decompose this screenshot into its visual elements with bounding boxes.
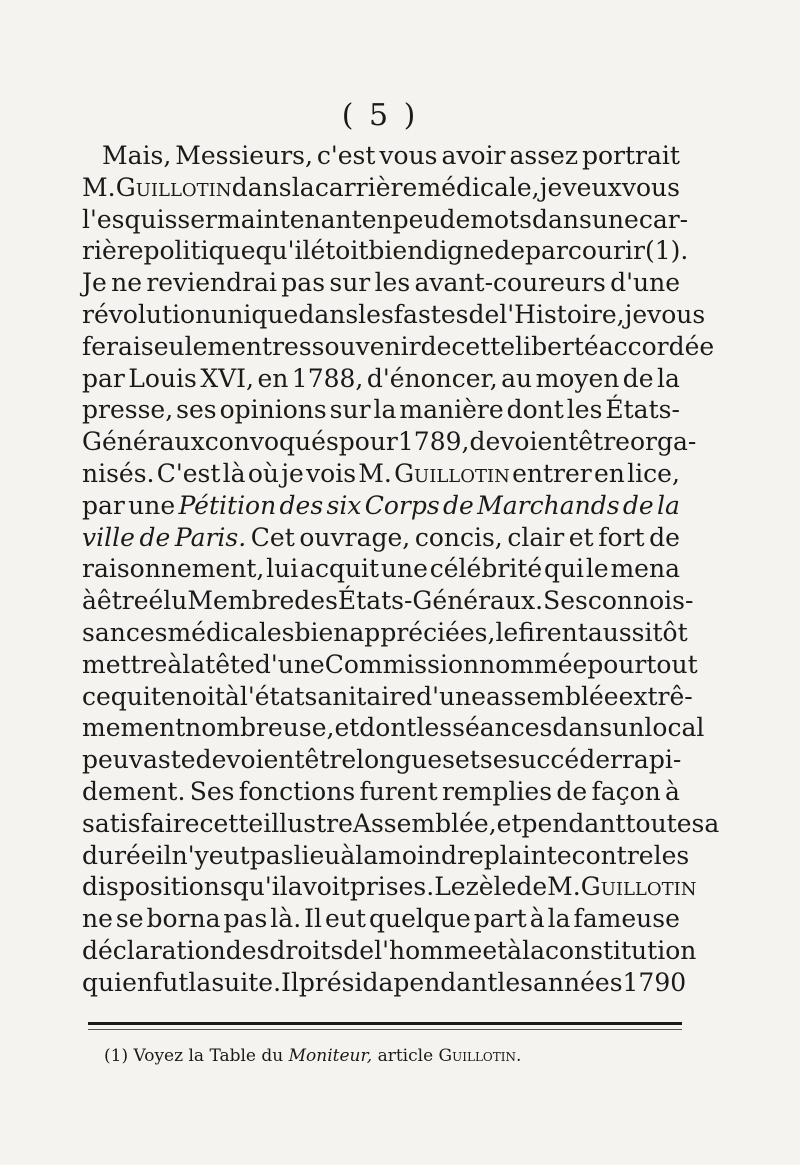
word: fort: [598, 522, 645, 552]
word: Le: [434, 872, 466, 902]
word: tenoit: [150, 681, 225, 711]
word: et: [334, 713, 360, 743]
word: Guillotin: [115, 172, 232, 202]
word: pendant: [393, 967, 498, 997]
word: ne: [111, 268, 143, 298]
word: sur: [329, 395, 371, 425]
word: les: [374, 268, 411, 298]
word: Il: [304, 904, 323, 934]
word: de: [443, 490, 474, 520]
text-line: [82, 776, 680, 808]
word: de: [649, 522, 680, 552]
word: connois-: [587, 586, 694, 616]
word: de: [420, 331, 452, 361]
word: reviendrai: [146, 268, 277, 298]
word: (1).: [644, 236, 689, 266]
word: dans: [298, 299, 359, 329]
word: médicales: [167, 617, 295, 647]
text-line: [82, 871, 697, 903]
word: furent: [359, 776, 438, 806]
word: orga-: [629, 427, 697, 457]
word: Pétition: [178, 490, 277, 520]
word: tête: [205, 649, 255, 679]
word: Je: [82, 268, 107, 298]
word: avant-coureurs: [414, 268, 606, 298]
text-line: [82, 458, 680, 490]
word: moyen: [535, 363, 620, 393]
word: manière: [399, 395, 504, 425]
word: acquit: [300, 554, 380, 584]
text-line: [82, 331, 715, 363]
word: contre: [571, 840, 654, 870]
word: qui: [110, 681, 151, 711]
word: ses: [176, 395, 217, 425]
word: l'esquisser: [82, 204, 217, 234]
word: portrait: [581, 141, 680, 170]
word: part: [473, 904, 527, 934]
word: la: [547, 904, 571, 934]
word: ne: [82, 904, 113, 934]
word: les: [566, 395, 603, 425]
word: de: [556, 776, 588, 806]
word: pas: [223, 904, 268, 934]
word: qu'il: [255, 236, 311, 266]
word: 1789,: [397, 427, 470, 457]
word: d'une: [254, 649, 325, 679]
word: presse,: [82, 395, 174, 425]
word: fastes: [393, 299, 469, 329]
word: peu: [392, 204, 440, 234]
word: le: [585, 554, 609, 584]
word: Mais,: [102, 141, 172, 170]
footnote-text: Voyez la Table du: [133, 1046, 284, 1066]
footnote: [104, 1046, 521, 1066]
word: succéder: [507, 745, 622, 775]
word: nommée: [479, 649, 588, 679]
word: borna: [146, 904, 221, 934]
text-line: [82, 617, 688, 649]
word: assez: [509, 141, 579, 170]
word: sanitaire: [304, 681, 417, 711]
word: convoqués: [204, 427, 339, 457]
word: la: [373, 395, 397, 425]
word: entrer: [512, 458, 592, 488]
word: rapi-: [621, 745, 682, 775]
word: au: [501, 363, 533, 393]
word: à: [224, 681, 240, 711]
word: en: [122, 967, 154, 997]
text-line: [82, 840, 690, 872]
word: tout: [646, 649, 698, 679]
word: nombreuse,: [185, 713, 335, 743]
word: XVI,: [200, 363, 255, 393]
word: de: [622, 363, 654, 393]
text-line: [82, 967, 687, 999]
word: M.: [358, 458, 392, 488]
word: Cet: [250, 522, 295, 552]
word: mena: [610, 554, 680, 584]
word: années: [533, 967, 623, 997]
word: sa: [691, 808, 720, 838]
word: toute: [625, 808, 692, 838]
word: firent: [518, 617, 588, 647]
word: célébrité: [429, 554, 543, 584]
word: là: [222, 458, 246, 488]
word: avoir: [441, 141, 506, 170]
word: ferai: [82, 331, 141, 361]
word: ville: [82, 522, 135, 552]
word: présida: [298, 967, 394, 997]
word: de: [468, 299, 500, 329]
word: fameuse: [573, 904, 680, 934]
word: devoient: [469, 427, 579, 457]
word: ce: [82, 681, 111, 711]
word: bien: [368, 236, 424, 266]
word: accordée: [598, 331, 715, 361]
word: en: [594, 458, 625, 488]
word: la: [291, 172, 315, 202]
word: les: [497, 967, 533, 997]
word: remplies: [441, 776, 553, 806]
text-line: [82, 522, 680, 554]
word: de: [622, 490, 654, 520]
text-line: [82, 140, 680, 172]
footnote-italic: Moniteur,: [288, 1046, 373, 1066]
word: car-: [638, 204, 689, 234]
word: mettre: [82, 649, 168, 679]
word: Louis: [128, 363, 197, 393]
text-line: [82, 712, 705, 744]
word: dont: [359, 713, 417, 743]
word: d'une: [610, 268, 680, 298]
word: par: [82, 490, 125, 520]
word: peu: [82, 745, 129, 775]
word: une: [128, 490, 176, 520]
word: cette: [451, 331, 516, 361]
word: sances: [82, 617, 168, 647]
word: quelque: [368, 904, 471, 934]
word: je: [539, 172, 563, 202]
word: suite.: [211, 967, 282, 997]
word: la: [355, 840, 379, 870]
word: à: [82, 586, 97, 616]
word: lieu: [293, 840, 341, 870]
word: à: [340, 840, 356, 870]
word: Ses: [189, 776, 235, 806]
word: le: [495, 617, 519, 647]
word: États-: [605, 395, 680, 425]
word: l'Histoire,: [499, 299, 625, 329]
word: l'homme: [374, 935, 483, 965]
word: fonctions: [238, 776, 356, 806]
word: opinions: [219, 395, 327, 425]
word: liberté: [515, 331, 599, 361]
text-line: [82, 363, 680, 395]
word: dans: [531, 204, 592, 234]
word: en: [361, 204, 393, 234]
word: et: [482, 935, 508, 965]
word: qui: [543, 554, 585, 584]
word: où: [247, 458, 279, 488]
word: Ses: [543, 586, 588, 616]
word: d'énoncer,: [366, 363, 498, 393]
word: en: [257, 363, 289, 393]
word: Commission: [324, 649, 480, 679]
footnote-name: Guillotin.: [438, 1046, 522, 1066]
word: nisés.: [82, 458, 155, 488]
word: longues: [356, 745, 456, 775]
word: la: [656, 490, 680, 520]
word: façon: [591, 776, 661, 806]
text-line: [82, 426, 697, 458]
page-number: ( 5 ): [341, 98, 419, 133]
word: des: [279, 490, 324, 520]
word: une: [380, 554, 428, 584]
text-line: [82, 267, 680, 299]
word: la: [657, 363, 680, 393]
word: 1788,: [291, 363, 364, 393]
word: dement.: [82, 776, 186, 806]
word: déclaration: [82, 935, 226, 965]
word: pendant: [521, 808, 626, 838]
word: unique: [211, 299, 299, 329]
word: la: [188, 967, 212, 997]
word: mots: [470, 204, 532, 234]
text-line: [82, 172, 680, 204]
word: dispositions: [82, 872, 233, 902]
word: je: [281, 458, 304, 488]
word: Messieurs,: [175, 141, 313, 170]
word: se: [115, 904, 144, 934]
text-line: [82, 490, 680, 522]
word: de: [494, 236, 526, 266]
word: c'est: [316, 141, 376, 170]
word: M.: [82, 172, 116, 202]
word: Il: [281, 967, 299, 997]
text-line: [82, 299, 706, 331]
word: les: [416, 713, 453, 743]
word: parcourir: [525, 236, 645, 266]
word: de: [343, 935, 375, 965]
word: vous: [621, 172, 680, 202]
word: l'état: [239, 681, 305, 711]
word: sur: [329, 268, 371, 298]
word: carrière: [314, 172, 418, 202]
text-line: [82, 744, 680, 776]
word: élu: [148, 586, 188, 616]
text-line: [82, 649, 698, 681]
word: seulement: [140, 331, 273, 361]
word: veux: [562, 172, 622, 202]
footnote-after: article: [377, 1046, 434, 1066]
word: plainte: [483, 840, 572, 870]
text-line: [82, 394, 680, 426]
word: politique: [143, 236, 256, 266]
word: à: [167, 649, 183, 679]
word: des: [225, 935, 270, 965]
text-line: [82, 553, 680, 585]
word: mement: [82, 713, 186, 743]
word: Paris.: [174, 522, 247, 552]
word: lice,: [627, 458, 680, 488]
word: États-Généraux.: [337, 586, 544, 616]
text-line: [82, 935, 697, 967]
word: 1790: [622, 967, 687, 997]
word: satisfaire: [82, 808, 200, 838]
word: d'une: [416, 681, 486, 711]
word: se: [479, 745, 508, 775]
word: de: [516, 872, 548, 902]
word: prises.: [349, 872, 435, 902]
word: par: [82, 363, 125, 393]
word: dont: [506, 395, 564, 425]
footnote-marker: (1): [104, 1046, 129, 1066]
word: là.: [270, 904, 302, 934]
text-line: [82, 681, 693, 713]
word: droits: [269, 935, 344, 965]
footnote-rule-thin: [88, 1029, 682, 1030]
word: pas: [281, 268, 326, 298]
word: ouvrage,: [299, 522, 411, 552]
word: vois: [306, 458, 357, 488]
word: aussitôt: [587, 617, 688, 647]
word: et: [455, 745, 480, 775]
word: M.: [547, 872, 581, 902]
text-line: [82, 903, 680, 935]
word: illustre: [263, 808, 353, 838]
word: être: [304, 745, 357, 775]
word: un: [612, 713, 645, 743]
text-line: [82, 585, 694, 617]
word: les: [358, 299, 394, 329]
word: bien: [294, 617, 350, 647]
body-text: [82, 140, 720, 999]
word: étoit: [310, 236, 369, 266]
word: dans: [231, 172, 292, 202]
word: vaste: [128, 745, 196, 775]
word: constitution: [544, 935, 697, 965]
word: la: [522, 935, 545, 965]
word: dans: [552, 713, 613, 743]
word: Guillotin: [394, 458, 510, 488]
word: devoient: [195, 745, 305, 775]
word: Assemblée,: [352, 808, 497, 838]
word: Membre: [187, 586, 295, 616]
word: je: [624, 299, 648, 329]
word: la: [182, 649, 206, 679]
word: Corps: [364, 490, 440, 520]
footnote-rule: [88, 1022, 682, 1025]
text-line: [82, 204, 689, 236]
word: médicale,: [417, 172, 540, 202]
word: une: [591, 204, 639, 234]
word: C'est: [156, 458, 221, 488]
word: vous: [647, 299, 706, 329]
word: zèle: [465, 872, 517, 902]
word: extrê-: [618, 681, 693, 711]
word: cette: [199, 808, 264, 838]
word: maintenant: [217, 204, 362, 234]
word: Généraux: [82, 427, 205, 457]
word: vous: [379, 141, 438, 170]
word: concis,: [414, 522, 503, 552]
word: local: [644, 713, 705, 743]
word: et: [496, 808, 522, 838]
word: séances: [452, 713, 553, 743]
word: rière: [82, 236, 144, 266]
word: clair: [507, 522, 565, 552]
word: moindre: [378, 840, 484, 870]
word: de: [439, 204, 471, 234]
word: à: [665, 776, 680, 806]
word: ressouvenir: [272, 331, 421, 361]
word: digne: [423, 236, 495, 266]
word: être: [96, 586, 149, 616]
word: raisonnement,: [82, 554, 265, 584]
word: durée: [82, 840, 156, 870]
word: pas: [249, 840, 294, 870]
word: de: [139, 522, 171, 552]
word: appréciées,: [349, 617, 496, 647]
word: Marchands: [477, 490, 620, 520]
word: assemblée: [485, 681, 619, 711]
word: fut: [153, 967, 189, 997]
word: Guillotin: [580, 872, 697, 902]
word: six: [326, 490, 362, 520]
word: pour: [338, 427, 398, 457]
word: il: [155, 840, 172, 870]
word: lui: [266, 554, 299, 584]
word: à: [507, 935, 523, 965]
word: pour: [587, 649, 647, 679]
word: qu'il: [232, 872, 288, 902]
word: des: [294, 586, 338, 616]
word: n'y: [171, 840, 209, 870]
word: et: [568, 522, 594, 552]
word: eut: [208, 840, 250, 870]
word: être: [578, 427, 630, 457]
word: les: [653, 840, 690, 870]
word: eut: [325, 904, 366, 934]
word: avoit: [287, 872, 350, 902]
word: qui: [82, 967, 123, 997]
word: révolution: [82, 299, 212, 329]
text-line: [82, 235, 689, 267]
text-line: [82, 808, 720, 840]
word: à: [529, 904, 545, 934]
